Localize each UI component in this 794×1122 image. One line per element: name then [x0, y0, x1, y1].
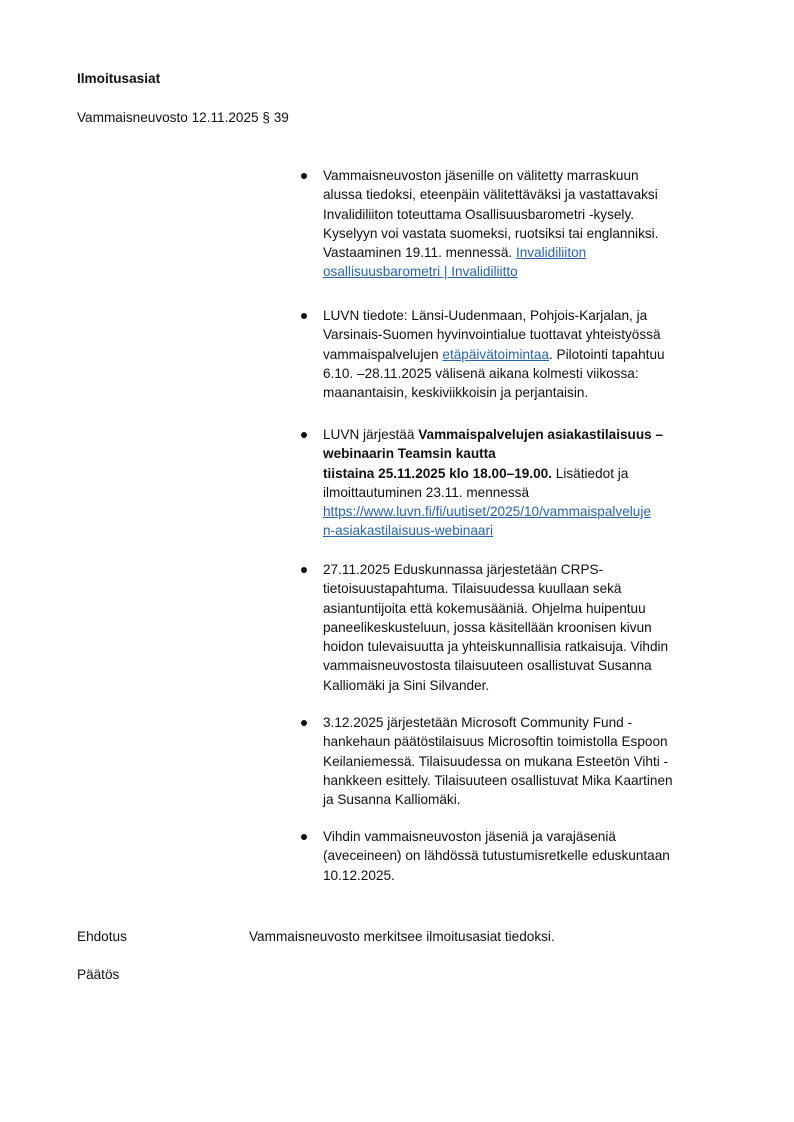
webinar-title: Vammaispalvelujen asiakastilaisuus –	[418, 427, 664, 442]
text-line: 3.12.2025 järjestetään Microsoft Community Fund -	[323, 715, 633, 730]
list-item-microsoft-fund	[323, 713, 723, 809]
webinar-link-continued[interactable]: n-asiakastilaisuus-webinaari	[323, 523, 494, 539]
bullet-icon	[301, 173, 307, 179]
text-line: maanantaisin, keskiviikkoisin ja perjantaisin.	[323, 385, 589, 401]
proposal-label: Ehdotus	[77, 929, 127, 944]
list-item-webinar	[323, 425, 723, 541]
text-line: 10.12.2025.	[323, 867, 395, 883]
text-line: alussa tiedoksi, eteenpäin välitettäväksi ja vastattavaksi	[323, 187, 658, 203]
text-line: . Pilotointi tapahtuu	[548, 346, 665, 362]
text-line: Lisätiedot ja	[552, 465, 629, 481]
text-line: hankkeen esittely. Tilaisuuteen osallistuvat Mika Kaartinen	[323, 772, 673, 788]
list-item-parliament-trip	[323, 827, 723, 885]
text-line: Vammaisneuvoston jäsenille on välitetty marraskuun	[323, 168, 639, 183]
bullet-icon	[301, 313, 307, 319]
list-item-barometer	[323, 166, 723, 282]
text-line: ja Susanna Kalliomäki.	[323, 792, 461, 808]
meeting-reference: Vammaisneuvosto 12.11.2025 § 39	[77, 110, 289, 125]
webinar-datetime: tiistaina 25.11.2025 klo 18.00–19.00.	[323, 465, 552, 481]
decision-label: Päätös	[77, 967, 120, 982]
webinar-title-continued: webinaarin Teamsin kautta	[323, 446, 496, 462]
page-title: Ilmoitusasiat	[77, 71, 161, 86]
text-line: LUVN järjestää	[323, 427, 419, 442]
text-line: 6.10. –28.11.2025 välisenä aikana kolmesti viikossa:	[323, 365, 639, 381]
barometer-link[interactable]: Invalidiliiton	[515, 245, 587, 261]
text-line: hoidon tulevaisuutta ja yhteiskunnallisia ratkaisuja. Vihdin	[323, 639, 669, 655]
barometer-link-continued[interactable]: osallisuusbarometri | Invalidiliitto	[323, 264, 518, 280]
bullet-icon	[301, 720, 307, 726]
text-line: asiantuntijoita että kokemusääniä. Ohjelma huipentuu	[323, 600, 646, 616]
text-line: Vastaaminen 19.11. mennessä.	[323, 245, 516, 261]
text-line: Kyselyyn voi vastata suomeksi, ruotsiksi tai englanniksi.	[323, 225, 659, 241]
text-line: (aveceineen) on lähdössä tutustumisretkelle eduskuntaan	[323, 848, 670, 864]
remote-day-activity-link[interactable]: etäpäivätoimintaa	[442, 346, 549, 362]
list-item-luvn-notice	[323, 306, 723, 402]
text-line: LUVN tiedote: Länsi-Uudenmaan, Pohjois-Karjalan, ja	[323, 308, 648, 323]
bullet-icon	[301, 834, 307, 840]
text-line: Varsinais-Suomen hyvinvointialue tuottavat yhteistyössä	[323, 327, 661, 343]
text-line: Invalidiliiton toteuttama Osallisuusbarometri -kysely.	[323, 206, 635, 222]
text-line: Keilaniemessä. Tilaisuudessa on mukana Esteetön Vihti -	[323, 753, 669, 769]
bullet-icon	[301, 432, 307, 438]
text-line: hankehaun päätöstilaisuus Microsoftin toimistolla Espoon	[323, 734, 668, 750]
text-line: vammaisneuvostosta tilaisuuteen osallistuvat Susanna	[323, 658, 652, 674]
bullet-icon	[301, 567, 307, 573]
text-line: 27.11.2025 Eduskunnassa järjestetään CRPS-	[323, 562, 604, 577]
webinar-link[interactable]: https://www.luvn.fi/fi/uutiset/2025/10/vammaispalveluje	[323, 504, 651, 520]
proposal-text: Vammaisneuvosto merkitsee ilmoitusasiat tiedoksi.	[249, 929, 555, 944]
text-line: ilmoittautuminen 23.11. mennessä	[323, 484, 530, 500]
text-line: paneelikeskusteluun, jossa käsitellään kroonisen kivun	[323, 619, 652, 635]
text-line: tietoisuustapahtuma. Tilaisuudessa kuullaan sekä	[323, 581, 622, 597]
text-line: vammaispalvelujen	[323, 346, 443, 362]
text-line: Vihdin vammaisneuvoston jäseniä ja varajäseniä	[323, 829, 616, 844]
list-item-crps-event	[323, 560, 723, 695]
text-line: Kalliomäki ja Sini Silvander.	[323, 677, 490, 693]
